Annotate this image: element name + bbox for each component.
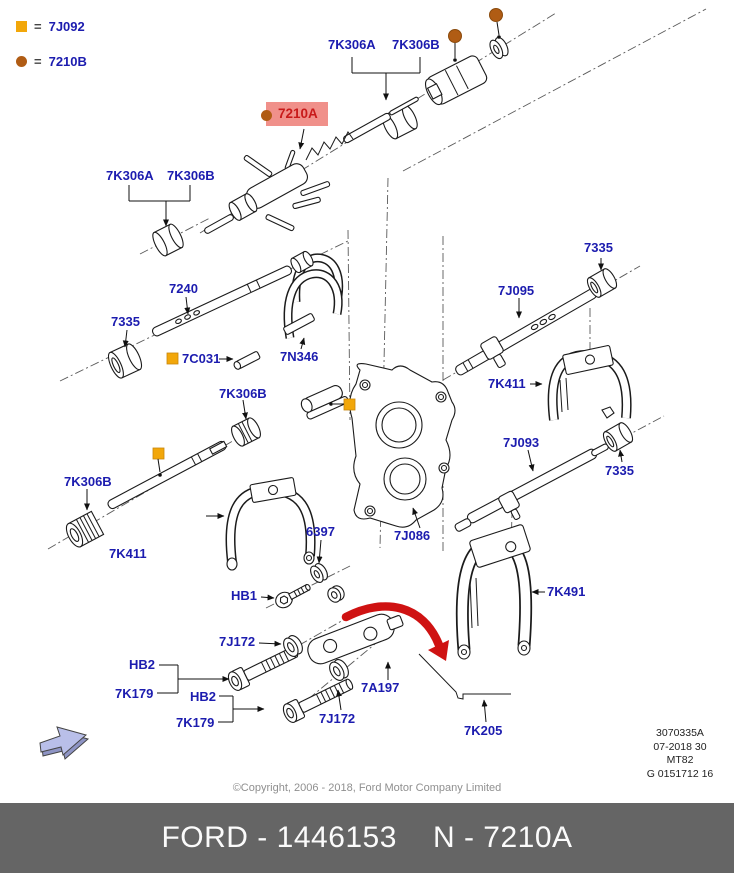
part-label-7335-right[interactable]: 7335 <box>605 463 634 478</box>
part-sleeve-top <box>422 54 489 108</box>
part-label-7k491[interactable]: 7K491 <box>547 584 586 599</box>
selected-part-label: 7210A <box>278 106 318 121</box>
legend-item-7210b <box>16 54 87 69</box>
part-label-7k411-right[interactable]: 7K411 <box>488 376 526 391</box>
part-7c031-pin <box>233 351 261 370</box>
part-label-7240[interactable]: 7240 <box>169 281 198 296</box>
part-7j093-shaft <box>454 407 614 532</box>
part-7j086-plate <box>350 364 455 528</box>
drawing-date: 07-2018 30 <box>653 740 707 753</box>
part-hb1-bolt <box>273 580 313 611</box>
part-label-7k306b-mid[interactable]: 7K306B <box>167 168 215 183</box>
part-label-7j172-upper[interactable]: 7J172 <box>219 634 256 649</box>
part-7k205-wire <box>419 654 511 699</box>
part-label-7k306b-top[interactable]: 7K306B <box>392 37 440 52</box>
yellow-square-icon <box>16 21 27 32</box>
footer-banner <box>0 803 734 873</box>
blue-arrow-icon[interactable] <box>40 727 88 759</box>
selected-part-callout[interactable] <box>266 102 328 126</box>
part-label-7k306a-top[interactable]: 7K306A <box>328 37 376 52</box>
part-7240-shaft <box>151 265 293 337</box>
part-label-7k306a-mid[interactable]: 7K306A <box>106 168 154 183</box>
part-label-7j086[interactable]: 7J086 <box>394 528 431 543</box>
part-7n346-fork <box>283 250 339 338</box>
part-label-6397[interactable]: 6397 <box>306 524 335 539</box>
legend-label: 7J092 <box>48 19 85 34</box>
part-label-7k306b-left[interactable]: 7K306B <box>64 474 112 489</box>
part-7k306b-center-bushing <box>229 416 263 448</box>
part-label-7k179-1[interactable]: 7K179 <box>115 686 154 701</box>
part-label-7k411-left[interactable]: 7K411 <box>109 546 147 561</box>
part-7k411-left-shaft <box>63 440 227 549</box>
part-7k411-right-fork <box>553 345 627 420</box>
part-center-clamp <box>299 383 349 420</box>
part-label-7k179-2[interactable]: 7K179 <box>176 715 215 730</box>
part-7k491-fork <box>458 524 531 659</box>
drawing-info-block <box>630 727 730 781</box>
part-label-7335-topright[interactable]: 7335 <box>584 240 613 255</box>
part-label-hb2-1[interactable]: HB2 <box>129 657 156 672</box>
banner-part-number: N - 7210A <box>432 821 573 854</box>
equals-sign: = <box>34 54 42 69</box>
part-label-7a197[interactable]: 7A197 <box>361 680 400 695</box>
part-label-7k306b-center[interactable]: 7K306B <box>219 386 267 401</box>
part-label-7k205[interactable]: 7K205 <box>464 723 503 738</box>
brown-circle-marker-icon <box>261 110 272 121</box>
drawing-number: 3070335A <box>656 727 704 739</box>
legend-item-7j092 <box>16 19 85 34</box>
part-washer-top <box>487 35 510 60</box>
part-7k411-left-fork <box>227 477 314 570</box>
copyright-text: ©Copyright, 2006 - 2018, Ford Motor Company Limited <box>232 782 502 794</box>
part-label-7n346[interactable]: 7N346 <box>280 349 319 364</box>
brown-circle-icon <box>16 56 27 67</box>
part-label-7j172-lower[interactable]: 7J172 <box>319 711 356 726</box>
part-label-7c031[interactable]: 7C031 <box>182 351 221 366</box>
equals-sign: = <box>34 19 42 34</box>
part-label-7j093[interactable]: 7J093 <box>503 435 540 450</box>
drawing-ref: G 0151712 16 <box>646 767 714 780</box>
part-label-hb1[interactable]: HB1 <box>231 588 258 603</box>
yellow-square-marker-icons <box>153 353 355 477</box>
part-6397-washer <box>308 561 347 604</box>
part-label-7j095[interactable]: 7J095 <box>498 283 535 298</box>
banner-ford-number: FORD - 1446153 <box>161 821 397 854</box>
legend-label: 7210B <box>48 54 87 69</box>
transmission-code: MT82 <box>666 754 694 766</box>
part-label-7335-left[interactable]: 7335 <box>111 314 140 329</box>
part-7335-left-bushing <box>105 342 144 380</box>
part-label-hb2-2[interactable]: HB2 <box>190 689 217 704</box>
part-bushing-mid <box>150 222 186 257</box>
